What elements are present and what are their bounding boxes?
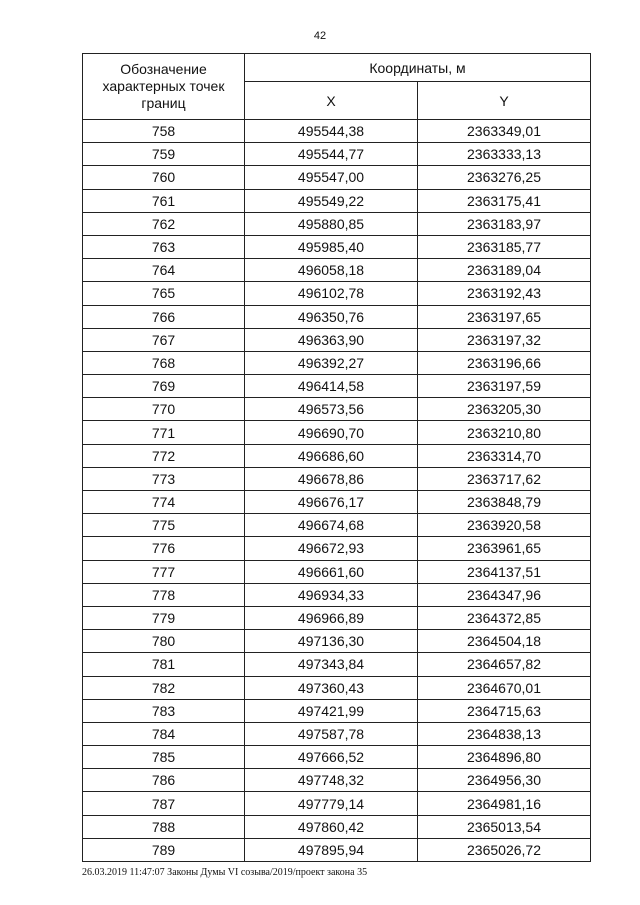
table-row (83, 143, 591, 166)
x-coordinate-cell: 496966,89 (245, 606, 418, 629)
table-row (83, 676, 591, 699)
y-coordinate-cell: 2364838,13 (418, 722, 591, 745)
point-id-cell: 772 (83, 444, 245, 467)
y-header: Y (418, 82, 591, 120)
point-id-cell: 777 (83, 560, 245, 583)
table-row (83, 120, 591, 143)
table-row (83, 351, 591, 374)
y-coordinate-cell: 2364956,30 (418, 769, 591, 792)
y-coordinate-cell: 2364715,63 (418, 699, 591, 722)
x-coordinate-cell: 495985,40 (245, 235, 418, 258)
y-coordinate-cell: 2363314,70 (418, 444, 591, 467)
x-coordinate-cell: 497343,84 (245, 653, 418, 676)
y-coordinate-cell: 2363961,65 (418, 537, 591, 560)
point-id-cell: 782 (83, 676, 245, 699)
y-coordinate-cell: 2363210,80 (418, 421, 591, 444)
x-coordinate-cell: 497666,52 (245, 746, 418, 769)
coordinates-table (82, 53, 591, 862)
table-row (83, 398, 591, 421)
point-id-cell: 776 (83, 537, 245, 560)
point-id-cell: 786 (83, 769, 245, 792)
x-coordinate-cell: 496414,58 (245, 375, 418, 398)
x-header: X (245, 82, 418, 120)
y-coordinate-cell: 2363197,59 (418, 375, 591, 398)
point-id-cell: 778 (83, 583, 245, 606)
table-row (83, 769, 591, 792)
point-id-cell: 785 (83, 746, 245, 769)
table-row (83, 189, 591, 212)
x-coordinate-cell: 496363,90 (245, 328, 418, 351)
x-coordinate-cell: 495544,77 (245, 143, 418, 166)
y-coordinate-cell: 2363349,01 (418, 120, 591, 143)
table-row (83, 467, 591, 490)
y-coordinate-cell: 2363183,97 (418, 212, 591, 235)
table-row (83, 421, 591, 444)
table-row (83, 444, 591, 467)
x-coordinate-cell: 497360,43 (245, 676, 418, 699)
x-coordinate-cell: 496392,27 (245, 351, 418, 374)
y-coordinate-cell: 2363205,30 (418, 398, 591, 421)
table-row (83, 282, 591, 305)
x-coordinate-cell: 496102,78 (245, 282, 418, 305)
x-coordinate-cell: 497779,14 (245, 792, 418, 815)
table-row (83, 838, 591, 861)
point-id-cell: 789 (83, 838, 245, 861)
x-coordinate-cell: 496674,68 (245, 514, 418, 537)
y-coordinate-cell: 2363848,79 (418, 491, 591, 514)
table-row (83, 630, 591, 653)
x-coordinate-cell: 495547,00 (245, 166, 418, 189)
y-coordinate-cell: 2364896,80 (418, 746, 591, 769)
point-id-cell: 781 (83, 653, 245, 676)
y-coordinate-cell: 2364670,01 (418, 676, 591, 699)
table-row (83, 653, 591, 676)
point-id-cell: 773 (83, 467, 245, 490)
x-coordinate-cell: 496678,86 (245, 467, 418, 490)
table-row (83, 722, 591, 745)
point-id-cell: 771 (83, 421, 245, 444)
y-coordinate-cell: 2363189,04 (418, 259, 591, 282)
table-row (83, 514, 591, 537)
x-coordinate-cell: 496934,33 (245, 583, 418, 606)
point-id-cell: 784 (83, 722, 245, 745)
table-row (83, 212, 591, 235)
point-id-cell: 768 (83, 351, 245, 374)
table-row (83, 746, 591, 769)
x-coordinate-cell: 497748,32 (245, 769, 418, 792)
y-coordinate-cell: 2363197,65 (418, 305, 591, 328)
table-row (83, 560, 591, 583)
y-coordinate-cell: 2364372,85 (418, 606, 591, 629)
table-row (83, 699, 591, 722)
point-id-cell: 760 (83, 166, 245, 189)
y-coordinate-cell: 2363920,58 (418, 514, 591, 537)
point-id-cell: 783 (83, 699, 245, 722)
table-row (83, 259, 591, 282)
table-row (83, 166, 591, 189)
footer-text: 26.03.2019 11:47:07 Законы Думы VI созыва/2019/проект закона 35 (82, 867, 368, 878)
table-row (83, 537, 591, 560)
point-id-cell: 766 (83, 305, 245, 328)
y-coordinate-cell: 2363333,13 (418, 143, 591, 166)
x-coordinate-cell: 497421,99 (245, 699, 418, 722)
point-id-cell: 759 (83, 143, 245, 166)
table-row (83, 583, 591, 606)
x-coordinate-cell: 496573,56 (245, 398, 418, 421)
y-coordinate-cell: 2363197,32 (418, 328, 591, 351)
x-coordinate-cell: 496661,60 (245, 560, 418, 583)
point-id-cell: 769 (83, 375, 245, 398)
y-coordinate-cell: 2363185,77 (418, 235, 591, 258)
point-id-cell: 788 (83, 815, 245, 838)
table-row (83, 491, 591, 514)
point-id-cell: 761 (83, 189, 245, 212)
x-coordinate-cell: 497587,78 (245, 722, 418, 745)
y-coordinate-cell: 2364657,82 (418, 653, 591, 676)
table-header (83, 54, 591, 120)
point-id-cell: 770 (83, 398, 245, 421)
point-id-cell: 779 (83, 606, 245, 629)
x-coordinate-cell: 496058,18 (245, 259, 418, 282)
y-coordinate-cell: 2363175,41 (418, 189, 591, 212)
table-row (83, 815, 591, 838)
page-number: 42 (313, 30, 327, 42)
point-id-cell: 787 (83, 792, 245, 815)
table-row (83, 328, 591, 351)
point-id-cell: 764 (83, 259, 245, 282)
y-coordinate-cell: 2364137,51 (418, 560, 591, 583)
point-id-cell: 763 (83, 235, 245, 258)
table-row (83, 606, 591, 629)
x-coordinate-cell: 496676,17 (245, 491, 418, 514)
x-coordinate-cell: 497895,94 (245, 838, 418, 861)
y-coordinate-cell: 2364981,16 (418, 792, 591, 815)
table-row (83, 375, 591, 398)
y-coordinate-cell: 2365026,72 (418, 838, 591, 861)
point-id-cell: 774 (83, 491, 245, 514)
x-coordinate-cell: 495549,22 (245, 189, 418, 212)
point-id-cell: 780 (83, 630, 245, 653)
table-row (83, 235, 591, 258)
x-coordinate-cell: 496672,93 (245, 537, 418, 560)
table-row (83, 792, 591, 815)
y-coordinate-cell: 2363196,66 (418, 351, 591, 374)
x-coordinate-cell: 497136,30 (245, 630, 418, 653)
x-coordinate-cell: 497860,42 (245, 815, 418, 838)
x-coordinate-cell: 496690,70 (245, 421, 418, 444)
point-id-cell: 775 (83, 514, 245, 537)
table-row (83, 305, 591, 328)
point-id-cell: 767 (83, 328, 245, 351)
point-designation-header: Обозначение характерных точек границ (83, 54, 245, 120)
y-coordinate-cell: 2363717,62 (418, 467, 591, 490)
y-coordinate-cell: 2365013,54 (418, 815, 591, 838)
x-coordinate-cell: 496350,76 (245, 305, 418, 328)
y-coordinate-cell: 2363276,25 (418, 166, 591, 189)
point-id-cell: 762 (83, 212, 245, 235)
point-id-cell: 758 (83, 120, 245, 143)
x-coordinate-cell: 496686,60 (245, 444, 418, 467)
table-body (83, 120, 591, 862)
x-coordinate-cell: 495544,38 (245, 120, 418, 143)
coordinates-header: Координаты, м (245, 54, 591, 82)
x-coordinate-cell: 495880,85 (245, 212, 418, 235)
point-id-cell: 765 (83, 282, 245, 305)
y-coordinate-cell: 2364504,18 (418, 630, 591, 653)
y-coordinate-cell: 2364347,96 (418, 583, 591, 606)
y-coordinate-cell: 2363192,43 (418, 282, 591, 305)
